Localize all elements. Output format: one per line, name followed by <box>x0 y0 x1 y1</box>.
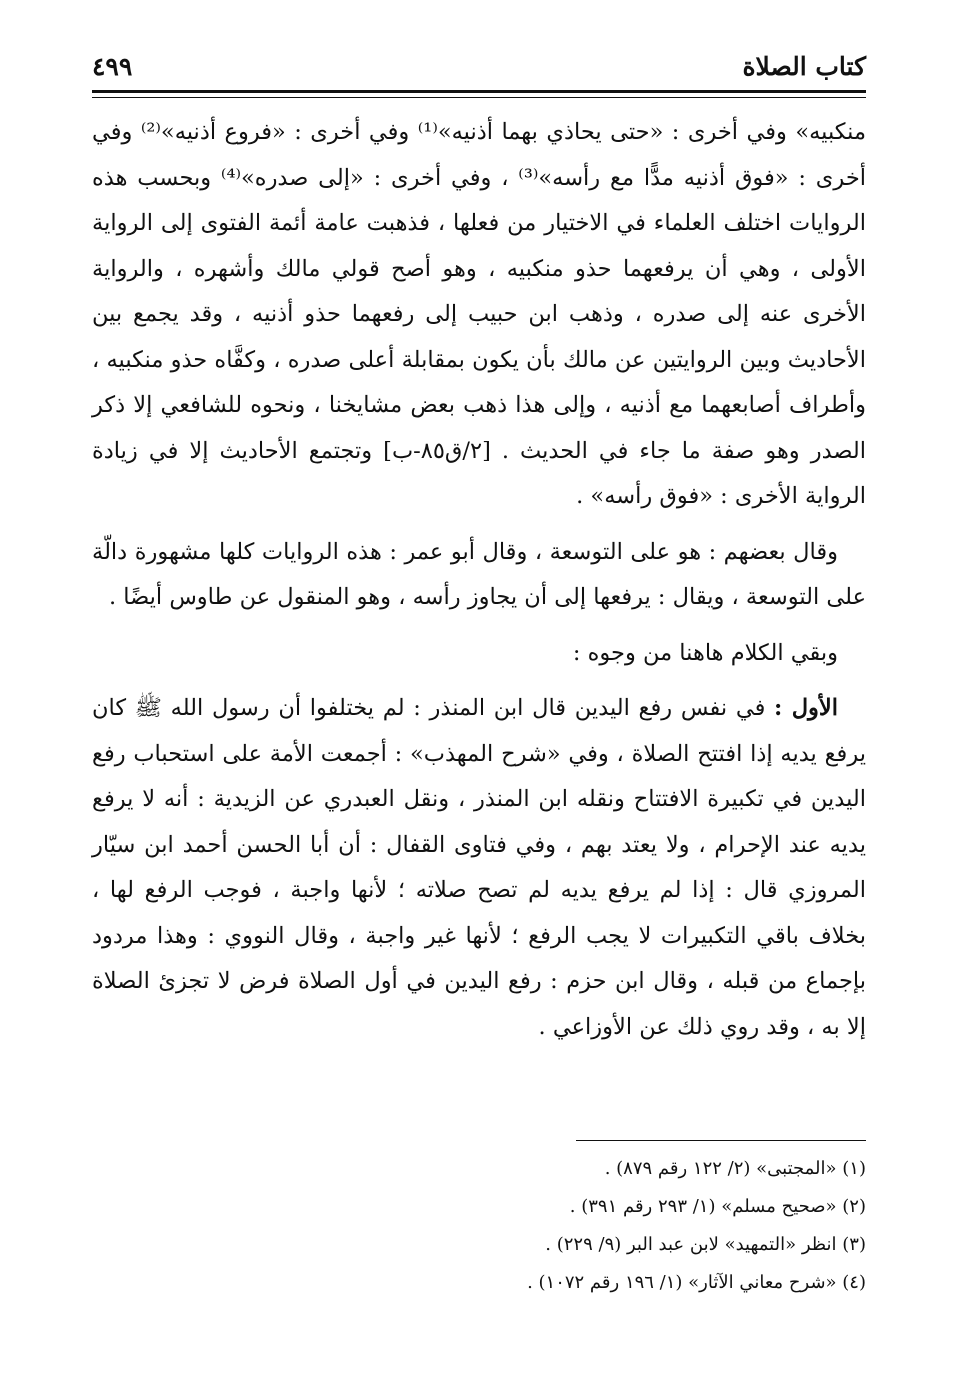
main-text <box>92 110 866 1050</box>
footnotes <box>92 1150 866 1302</box>
paragraph-2: وقال بعضهم : هو على التوسعة ، وقال أبو عمر : هذه الروايات كلها مشهورة دالّة على التوسعة ، ويقال : يرفعها إلى أن يجاوز رأسه ، وهو المنقول عن طاوس أيضًا . <box>92 538 866 610</box>
paragraph-lead: الأول : <box>774 695 838 721</box>
footnote-2: (٢) «صحيح مسلم» (١/ ٢٩٣ رقم ٣٩١) . <box>569 1196 866 1217</box>
paragraph-3: وبقي الكلام هاهنا من وجوه : <box>572 639 838 666</box>
footnote-4: (٤) «شرح معاني الآثار» (١/ ١٩٦ رقم ١٠٧٢) . <box>527 1272 866 1293</box>
footnote-separator <box>576 1140 866 1141</box>
running-title: كتاب الصلاة <box>742 52 866 81</box>
paragraph-4-text: في نفس رفع اليدين قال ابن المنذر : لم يختلفوا أن رسول الله ﷺ كان يرفع يديه إذا افتتح الصلاة ، وفي «شرح المهذب» : أجمعت الأمة على استحباب رفع اليدين في تكبيرة الافتتاح ونقله ابن المنذر ، ونقل العبدري عن الزيدية : أنه لا يرفع يديه عند الإحرام ، ولا يعتد بهم ، وفي فتاوى القفال : أن أبا الحسن أحمد ابن سيّار المروزي قال : إذا لم يرفع يديه لم تصح صلاته ؛ لأنها واجبة ، فوجب الرفع لها ، بخلاف باقي التكبيرات لا يجب الرفع ؛ لأنها غير واجبة ، وقال النووي : وهذا مردود بإجماع من قبله ، وقال ابن حزم : رفع اليدين في أول الصلاة فرض لا تجزئ الصلاة إلا به ، وقد روي ذلك عن الأوزاعي . <box>92 695 866 1040</box>
page-header <box>92 52 866 92</box>
footnote-3: (٣) انظر «التمهيد» لابن عبد البر (٩/ ٢٢٩) . <box>545 1234 866 1255</box>
footnote-1: (١) «المجتبى» (٢/ ١٢٢ رقم ٨٧٩) . <box>604 1158 866 1179</box>
header-rule-thin <box>92 97 866 98</box>
header-rule-thick <box>92 90 866 93</box>
paragraph-1: منكبيه» وفي أخرى : «حتى يحاذي بهما أذنيه»⁽¹⁾ وفي أخرى : «فروع أذنيه»⁽²⁾ وفي أخرى : «فوق أذنيه مدًّا مع رأسه»⁽³⁾ ، وفي أخرى : «إلى صدره»⁽⁴⁾ وبحسب هذه الروايات اختلف العلماء في الاختيار من فعلها ، فذهبت عامة أئمة الفتوى إلى الرواية الأولى ، وهي أن يرفعهما حذو منكبيه ، وهو أصح قولي مالك وأشهره ، والرواية الأخرى عنه إلى صدره ، وذهب ابن حبيب إلى رفعهما حذو أذنيه ، وقد يجمع بين الأحاديث وبين الروايتين عن مالك بأن يكون بمقابلة أعلى صدره ، وكفَّاه حذو منكبيه ، وأطراف أصابعهما مع أذنيه ، وإلى هذا ذهب بعض مشايخنا ، ونحوه للشافعي إلا ذكر الصدر وهو صفة ما جاء في الحديث . [٢/ق٨٥-ب] وتجتمع الأحاديث إلا في زيادة الرواية الأخرى : «فوق رأسه» . <box>92 119 867 509</box>
page-number: ٤٩٩ <box>92 52 133 81</box>
paragraph-4 <box>92 686 866 1050</box>
